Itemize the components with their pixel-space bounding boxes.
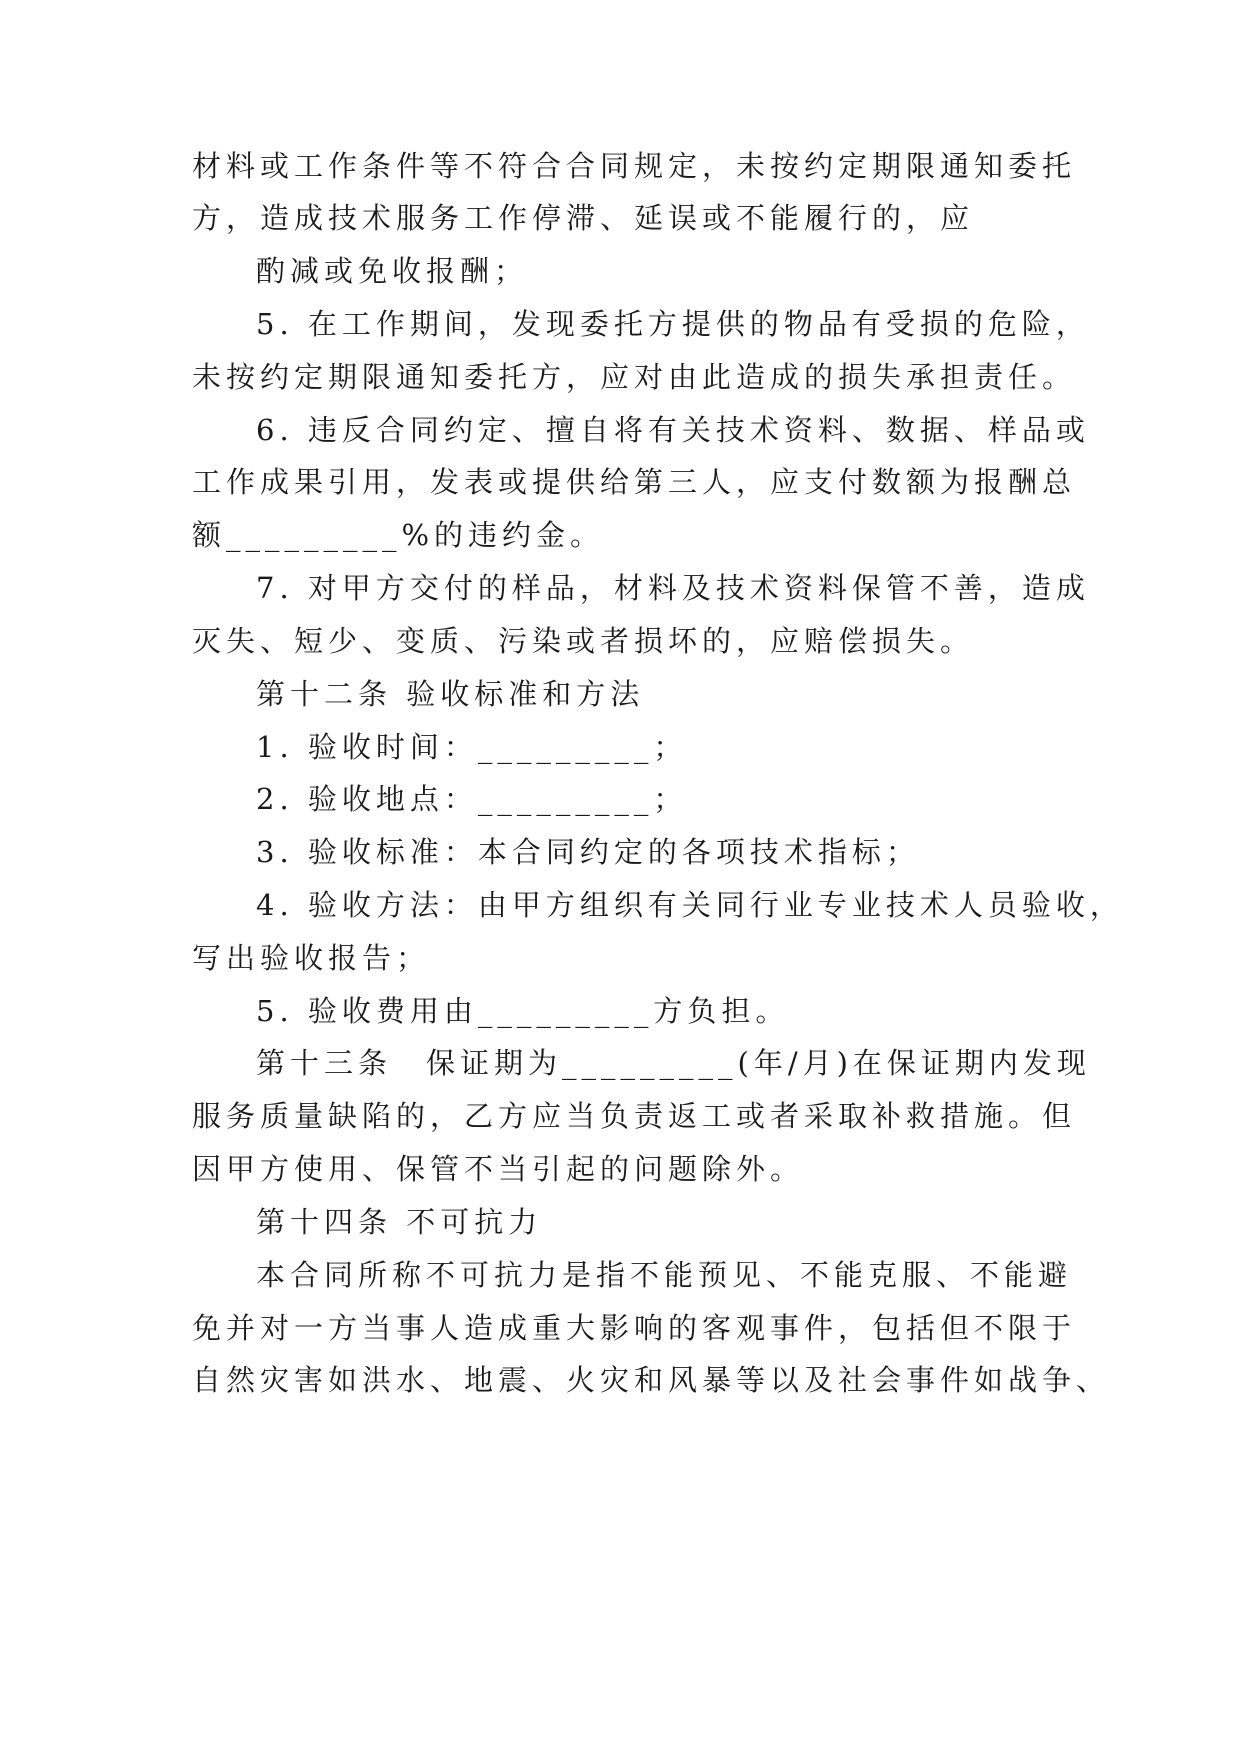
clause-6-line-3: 额_________%的违约金。	[192, 518, 605, 552]
clause-5-line-2: 未按约定期限通知委托方，应对由此造成的损失承担责任。	[192, 360, 1077, 394]
force-majeure-line-3: 自然灾害如洪水、地震、火灾和风暴等以及社会事件如战争、	[192, 1363, 1111, 1397]
acceptance-place: 2. 验收地点：_________；	[256, 782, 688, 816]
acceptance-time: 1. 验收时间：_________；	[256, 730, 688, 764]
article-13-line-3: 因甲方使用、保管不当引起的问题除外。	[192, 1152, 805, 1186]
acceptance-method-line-1: 4. 验收方法：由甲方组织有关同行业专业技术人员验收，	[256, 888, 1124, 922]
clause-7-line-1: 7. 对甲方交付的样品，材料及技术资料保管不善，造成	[256, 571, 1090, 605]
clause-7-line-2: 灭失、短少、变质、污染或者损坏的，应赔偿损失。	[192, 624, 975, 658]
force-majeure-line-2: 免并对一方当事人造成重大影响的客观事件，包括但不限于	[192, 1311, 1077, 1345]
paragraph-line-3: 酌减或免收报酬；	[256, 254, 529, 288]
article-13-line-1: 第十三条 保证期为_________(年/月)在保证期内发现	[256, 1046, 1091, 1080]
article-12-heading: 第十二条 验收标准和方法	[256, 677, 645, 711]
clause-6-line-2: 工作成果引用，发表或提供给第三人，应支付数额为报酬总	[192, 465, 1077, 499]
clause-6-line-1: 6. 违反合同约定、擅自将有关技术资料、数据、样品或	[256, 413, 1090, 447]
paragraph-line-1: 材料或工作条件等不符合合同规定，未按约定期限通知委托	[192, 149, 1077, 183]
acceptance-standard: 3. 验收标准：本合同约定的各项技术指标；	[256, 835, 920, 869]
acceptance-fee: 5. 验收费用由_________方负担。	[256, 994, 790, 1028]
article-14-heading: 第十四条 不可抗力	[256, 1205, 543, 1239]
acceptance-method-line-2: 写出验收报告；	[192, 941, 431, 975]
article-13-line-2: 服务质量缺陷的，乙方应当负责返工或者采取补救措施。但	[192, 1099, 1077, 1133]
clause-5-line-1: 5. 在工作期间，发现委托方提供的物品有受损的危险，	[256, 307, 1090, 341]
paragraph-line-2: 方，造成技术服务工作停滞、延误或不能履行的，应	[192, 201, 975, 235]
force-majeure-line-1: 本合同所称不可抗力是指不能预见、不能克服、不能避	[256, 1258, 1073, 1292]
